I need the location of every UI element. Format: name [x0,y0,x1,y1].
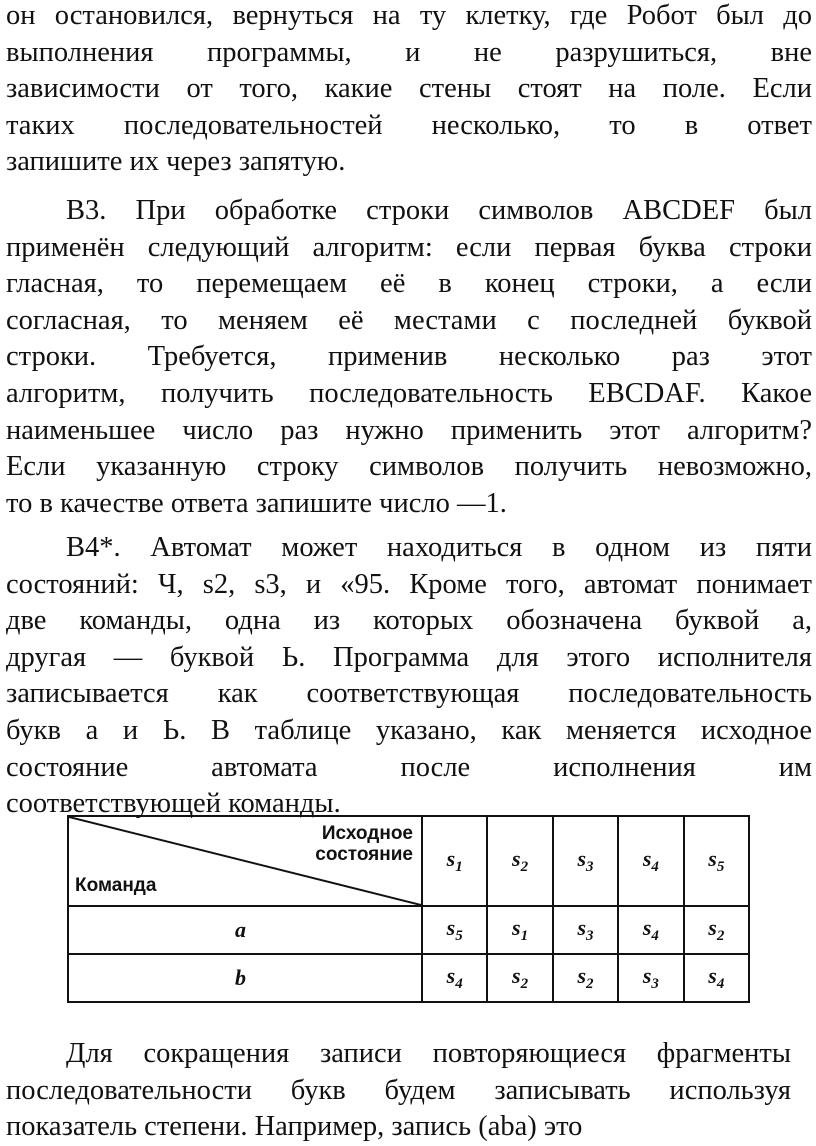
state-header-cell: $s_3$ [553,816,618,906]
state-header-cell: $s_4$ [618,816,683,906]
text-line: соответствующей команды. [6,788,341,820]
table-cell: $s_4$ [618,906,683,954]
command-cell: b [68,954,422,1002]
table-cell: $s_2$ [487,954,552,1002]
text-line: записывается как соответствующая последовательность [6,678,812,710]
task-b4-paragraph [6,530,812,823]
state-header-cell: $s_1$ [422,816,487,906]
table-cell: $s_2$ [553,954,618,1002]
table-cell: $s_4$ [422,954,487,1002]
table-cell: $s_3$ [618,954,683,1002]
state-transition-table [67,815,750,1003]
text-line: другая — буквой Ь. Программа для этого исполнителя [6,641,812,673]
text-line: то в качестве ответа запишите число —1. [6,487,507,519]
table-corner-cell [68,816,422,906]
table-cell: $s_4$ [684,954,749,1002]
text-line: состояние автомата после исполнения им [6,751,812,783]
text-line: Для сокращения записи повторяющиеся фрагменты [66,1038,791,1069]
table-cell: $s_2$ [684,906,749,954]
command-header: Команда [75,875,157,896]
text-line: состояний: Ч, s2, s3, и «95. Кроме того, автомат понимает [6,568,812,600]
text-line: букв а и Ь. В таблице указано, как меняется исходное [6,714,812,746]
text-line: применён следующий алгоритм: если первая буква строки [6,231,812,263]
text-line: В3. При обработке строки символов ABCDEF был [66,195,812,226]
table-row [68,954,749,1002]
text-line: наименьшее число раз нужно применить этот алгоритм? [6,414,812,446]
text-line: гласная, то перемещаем её в конец строки, а если [6,268,812,300]
text-line: Если указанную строку символов получить невозможно, [6,451,812,483]
table-header-row [68,816,749,906]
text-line: зависимости от того, какие стены стоят на поле. Если [6,73,812,105]
outro-paragraph [6,1036,812,1146]
text-line: показатель степени. Например, запись (aba) это [6,1111,583,1143]
text-line: согласная, то меняем её местами с последней буквой [6,304,812,336]
table-row [68,906,749,954]
text-line: запишите их через запятую. [6,146,346,178]
text-line: таких последовательностей несколько, то в ответ [6,109,812,141]
task-b3-paragraph [6,193,812,522]
text-line: строки. Требуется, применив несколько раз этот [6,341,812,373]
text-line: выполнения программы, и не разрушиться, вне [6,36,812,68]
text-line: две команды, одна из которых обозначена буквой а, [6,605,812,637]
source-state-header: Исходное состояние [315,823,413,865]
command-cell: a [68,906,422,954]
intro-paragraph [6,0,812,181]
text-line: В4*. Автомат может находиться в одном из пяти [66,532,812,563]
text-line: он остановился, вернуться на ту клетку, где Робот был до [6,0,812,31]
text-line: алгоритм, получить последовательность EBCDAF. Какое [6,377,812,409]
state-header-cell: $s_5$ [684,816,749,906]
state-header-cell: $s_2$ [487,816,552,906]
text-line: последовательности букв будем записывать используя [6,1074,791,1106]
table-cell: $s_3$ [553,906,618,954]
table-cell: $s_5$ [422,906,487,954]
table-cell: $s_1$ [487,906,552,954]
